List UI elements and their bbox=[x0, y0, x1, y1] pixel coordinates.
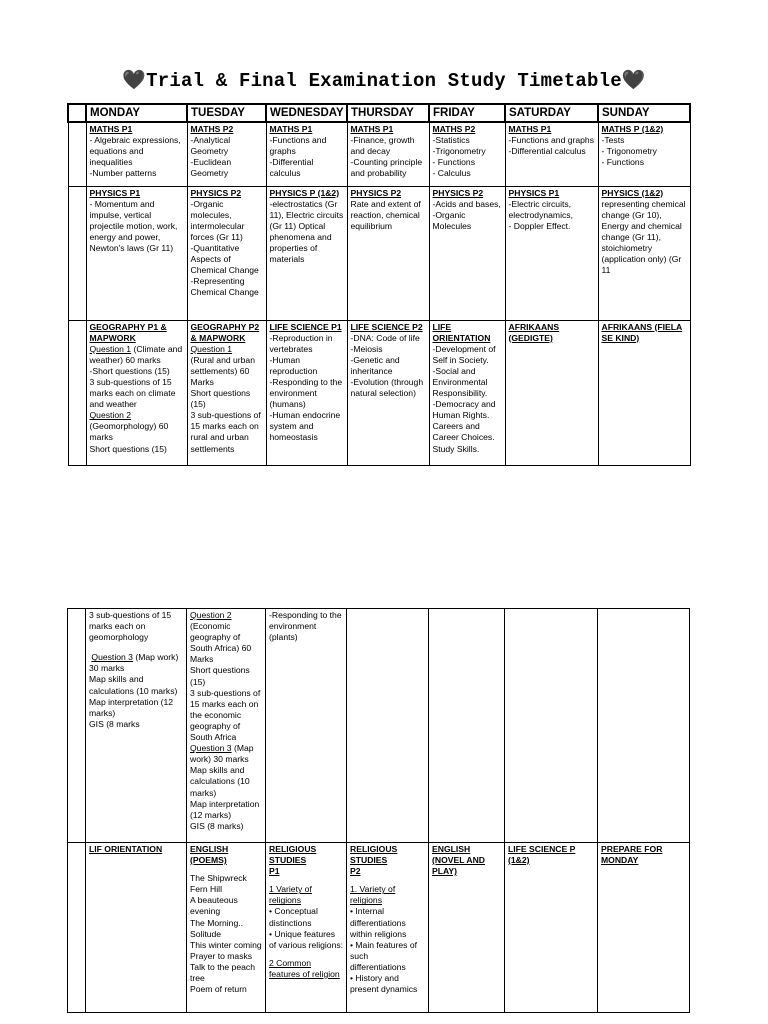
topic-line: (Climate and weather) 60 marks bbox=[89, 343, 183, 365]
row-label-cell bbox=[68, 186, 86, 320]
subject-heading: GEOGRAPHY P2 & MAPWORK bbox=[190, 321, 260, 343]
topic-line: - Algebraic expressions, equations and inequalities bbox=[89, 135, 181, 168]
cell-friday bbox=[429, 122, 505, 186]
cell-monday bbox=[86, 122, 187, 186]
subject-heading: MATHS P2 bbox=[190, 124, 234, 134]
poem-title: Talk to the peach tree bbox=[190, 961, 255, 984]
cell-monday bbox=[86, 609, 187, 843]
topic-line: -Organic Molecules bbox=[432, 209, 472, 231]
topic-line: - Doppler Effect. bbox=[508, 220, 571, 231]
subject-heading: MATHS P1 bbox=[269, 124, 313, 134]
subject-heading: MATHS P1 bbox=[350, 124, 394, 134]
day-header: FRIDAY bbox=[429, 104, 505, 122]
topic-line: Short questions (15) bbox=[190, 388, 251, 410]
topic-line: - Functions bbox=[601, 157, 645, 168]
topic-line: -Electric circuits, electrodynamics, bbox=[508, 198, 573, 220]
subject-heading: MATHS P1 bbox=[508, 124, 552, 134]
day-header: THURSDAY bbox=[347, 104, 429, 122]
topic-line: representing chemical change (Gr 10), Energy and chemical change (Gr 11), stoichiometry (application only) (Gr 11 bbox=[601, 198, 686, 276]
topic-line: Short questions (15) bbox=[190, 665, 250, 687]
day-header: SATURDAY bbox=[505, 104, 598, 122]
subject-heading: ENGLISH (POEMS) bbox=[190, 844, 229, 866]
bullet-item: • Unique features of various religions: bbox=[269, 928, 344, 950]
day-header: WEDNESDAY bbox=[266, 104, 347, 122]
cell-friday bbox=[429, 843, 505, 1013]
cell-wednesday bbox=[266, 122, 347, 186]
page-title bbox=[0, 68, 768, 92]
topic-line: 3 sub-questions of 15 marks each on geomorphology bbox=[89, 610, 172, 643]
topic-line: -Tests bbox=[601, 135, 625, 146]
topic-line: Map skills and calculations (10 marks) bbox=[89, 674, 178, 696]
subject-heading: RELIGIOUS STUDIES bbox=[350, 844, 398, 866]
topic-line: -Differential calculus bbox=[508, 146, 586, 157]
topic-line: -Finance, growth and decay bbox=[350, 135, 415, 157]
topic-line: -Quantitative Aspects of Chemical Change bbox=[190, 242, 259, 276]
section-heading: 2 Common features of religion bbox=[269, 957, 340, 979]
bullet-item: • Main features of such differentiations bbox=[350, 939, 418, 972]
poem-title: The Morning.. bbox=[190, 917, 244, 928]
cell-tuesday bbox=[187, 122, 266, 186]
poem-title: Prayer to masks bbox=[190, 950, 253, 961]
cell-wednesday bbox=[266, 186, 347, 320]
topic-line: GIS (8 marks) bbox=[190, 820, 244, 831]
cell-saturday bbox=[505, 186, 598, 320]
cell-sunday bbox=[598, 609, 690, 843]
subject-heading: PHYSICS P (1&2) bbox=[269, 187, 340, 198]
row-label-cell bbox=[68, 320, 86, 465]
question-label: Question 2 bbox=[190, 610, 232, 620]
day-header: SUNDAY bbox=[598, 104, 690, 122]
cell-thursday bbox=[347, 320, 429, 465]
topic-line: - Trigonometry bbox=[601, 146, 657, 157]
topic-line: 3 sub-questions of 15 marks each on rural and urban settlements bbox=[190, 410, 261, 454]
timetable-part-1 bbox=[67, 103, 691, 466]
topic-line: GIS (8 marks bbox=[89, 718, 140, 729]
table-row-geography-continued bbox=[68, 609, 690, 843]
cell-thursday bbox=[347, 609, 429, 843]
subject-heading: LIFE SCIENCE P1 bbox=[269, 321, 342, 332]
topic-line: - Calculus bbox=[432, 168, 471, 179]
topic-line: (Economic geography of South Africa) 60 Marks bbox=[190, 621, 252, 665]
topic-line: -Development of Self in Society. bbox=[432, 343, 496, 365]
title-text: Trial & Final Examination Study Timetable bbox=[146, 70, 622, 92]
row-label-cell bbox=[68, 843, 86, 1013]
topic-line: Careers and Career Choices. bbox=[432, 421, 495, 443]
topic-line: -Responding to the environment (plants) bbox=[269, 610, 342, 643]
topic-line: -Responding to the environment (humans) bbox=[269, 376, 343, 410]
black-heart-icon: 🖤 bbox=[621, 69, 646, 91]
row-label-cell bbox=[68, 122, 86, 186]
subject-heading: PHYSICS P1 bbox=[89, 187, 141, 198]
topic-line: -Democracy and Human Rights. bbox=[432, 399, 496, 421]
day-header: MONDAY bbox=[86, 104, 187, 122]
cell-thursday bbox=[347, 843, 429, 1013]
table-row-languages-religion bbox=[68, 843, 690, 1013]
subject-heading: PHYSICS P2 bbox=[432, 187, 484, 198]
cell-wednesday bbox=[266, 609, 347, 843]
cell-wednesday bbox=[266, 843, 347, 1013]
paper-label: P1 bbox=[269, 866, 280, 877]
cell-monday bbox=[86, 320, 187, 465]
row-label-cell bbox=[68, 609, 86, 843]
cell-tuesday bbox=[187, 186, 266, 320]
topic-line: Study Skills. bbox=[432, 443, 480, 454]
subject-heading: PREPARE FOR MONDAY bbox=[601, 844, 663, 866]
topic-line: 3 sub-questions of 15 marks each on climate and weather bbox=[89, 376, 176, 410]
subject-heading: PHYSICS (1&2) bbox=[601, 187, 664, 198]
topic-line: Map interpretation (12 marks) bbox=[89, 696, 174, 718]
topic-line: -Functions and graphs bbox=[269, 135, 327, 157]
topic-line: -Reproduction in vertebrates bbox=[269, 332, 333, 354]
cell-sunday bbox=[598, 843, 690, 1013]
topic-line: 3 sub-questions of 15 marks each on the economic geography of South Africa bbox=[190, 687, 261, 743]
poem-title: Poem of return bbox=[190, 984, 247, 995]
section-heading: 1. Variety of religions bbox=[350, 884, 396, 906]
poem-title: The Shipwreck bbox=[190, 873, 247, 884]
topic-line: -Analytical Geometry bbox=[190, 135, 231, 157]
topic-line: (Rural and urban settlements) 60 Marks bbox=[190, 354, 255, 387]
topic-line: - Momentum and impulse, vertical projectile motion, work, energy and power, Newton's laws (Gr 11) bbox=[89, 198, 178, 253]
bullet-item: • History and present dynamics bbox=[350, 973, 418, 995]
topic-line: (Map work) 30 marks bbox=[190, 743, 254, 765]
topic-line: -Acids and bases, bbox=[432, 198, 501, 209]
question-label: Question 3 bbox=[190, 743, 232, 754]
cell-saturday bbox=[505, 609, 598, 843]
subject-heading: ENGLISH (NOVEL AND PLAY) bbox=[432, 844, 485, 877]
day-header-row bbox=[68, 104, 690, 122]
subject-heading: MATHS P2 bbox=[432, 124, 476, 134]
subject-heading: AFRIKAANS (FIELA SE KIND) bbox=[601, 321, 683, 343]
paper-label: P2 bbox=[350, 866, 361, 877]
timetable-part-2 bbox=[67, 608, 690, 1013]
question-label: Question 2 bbox=[89, 410, 132, 421]
subject-heading: MATHS P1 bbox=[89, 124, 133, 134]
poem-title: Fern Hill bbox=[190, 884, 222, 895]
table-row-geography-lifescience bbox=[68, 320, 690, 465]
question-label: Question 1 bbox=[89, 343, 132, 354]
poem-title: Solitude bbox=[190, 928, 222, 939]
poem-title: This winter coming bbox=[190, 939, 262, 950]
subject-heading: LIFE SCIENCE P2 bbox=[350, 321, 423, 332]
question-label: Question 1 bbox=[190, 343, 233, 354]
subject-heading: PHYSICS P2 bbox=[350, 187, 402, 198]
cell-saturday bbox=[505, 843, 598, 1013]
cell-thursday bbox=[347, 122, 429, 186]
subject-heading: GEOGRAPHY P1 & MAPWORK bbox=[89, 321, 167, 343]
cell-friday bbox=[429, 186, 505, 320]
cell-tuesday bbox=[187, 843, 266, 1013]
topic-line: Map interpretation (12 marks) bbox=[190, 798, 260, 820]
day-header: TUESDAY bbox=[187, 104, 266, 122]
topic-line: -Statistics bbox=[432, 135, 470, 146]
cell-tuesday bbox=[187, 609, 266, 843]
subject-heading: LIFE ORIENTATION bbox=[432, 321, 491, 343]
topic-line: -Evolution (through natural selection) bbox=[350, 376, 424, 399]
subject-heading: PHYSICS P2 bbox=[190, 187, 242, 198]
topic-line: Short questions (15) bbox=[89, 443, 167, 454]
cell-saturday bbox=[505, 320, 598, 465]
topic-line: -Differential calculus bbox=[269, 157, 314, 179]
topic-line: (Map work) 30 marks bbox=[89, 652, 179, 674]
topic-line: -Meiosis bbox=[350, 343, 383, 354]
subject-heading: LIF ORIENTATION bbox=[89, 844, 163, 854]
cell-tuesday bbox=[187, 320, 266, 465]
topic-line: - Functions bbox=[432, 157, 476, 168]
topic-line: -Trigonometry bbox=[432, 146, 486, 157]
topic-line: -Organic molecules, intermolecular forces (Gr 11) bbox=[190, 198, 245, 242]
black-heart-icon: 🖤 bbox=[122, 69, 147, 91]
cell-friday bbox=[429, 609, 505, 843]
subject-heading: PHYSICS P1 bbox=[508, 187, 560, 198]
topic-line: -Human reproduction bbox=[269, 354, 318, 376]
cell-wednesday bbox=[266, 320, 347, 465]
topic-line: -Number patterns bbox=[89, 168, 157, 179]
cell-sunday bbox=[598, 320, 690, 465]
bullet-item: • Internal differentiations within religions bbox=[350, 906, 407, 939]
cell-thursday bbox=[347, 186, 429, 320]
subject-heading: LIFE SCIENCE P (1&2) bbox=[508, 844, 576, 866]
topic-line: Map skills and calculations (10 marks) bbox=[190, 765, 250, 798]
topic-line: -Genetic and inheritance bbox=[350, 354, 400, 376]
question-label: Question 3 bbox=[91, 652, 133, 663]
topic-line: -Euclidean Geometry bbox=[190, 157, 232, 179]
topic-line: -Functions and graphs bbox=[508, 135, 595, 146]
topic-line: -Representing Chemical Change bbox=[190, 276, 259, 298]
cell-sunday bbox=[598, 122, 690, 186]
topic-line: -Social and Environmental Responsibility. bbox=[432, 365, 488, 399]
subject-heading: MATHS P (1&2) bbox=[601, 124, 664, 134]
topic-line: Rate and extent of reaction, chemical equilibrium bbox=[350, 198, 421, 231]
cell-saturday bbox=[505, 122, 598, 186]
blank-header-cell bbox=[68, 104, 86, 122]
table-row-physics bbox=[68, 186, 690, 320]
cell-friday bbox=[429, 320, 505, 465]
topic-line: (Geomorphology) 60 marks bbox=[89, 421, 169, 443]
cell-monday bbox=[86, 186, 187, 320]
cell-sunday bbox=[598, 186, 690, 320]
cell-monday bbox=[86, 843, 187, 1013]
topic-line: -electrostatics (Gr 11), Electric circuits (Gr 11) Optical phenomena and properties of materials bbox=[269, 198, 344, 265]
topic-line: -Counting principle and probability bbox=[350, 157, 423, 179]
topic-line: -Human endocrine system and homeostasis bbox=[269, 410, 341, 443]
section-heading: 1 Variety of religions bbox=[269, 884, 312, 906]
topic-line: -Short questions (15) bbox=[89, 365, 170, 376]
bullet-item: • Conceptual distinctions bbox=[269, 906, 318, 928]
table-row-maths bbox=[68, 122, 690, 186]
poem-title: A beauteous evening bbox=[190, 895, 238, 917]
subject-heading: RELIGIOUS STUDIES bbox=[269, 844, 317, 866]
subject-heading: AFRIKAANS (GEDIGTE) bbox=[508, 321, 560, 343]
topic-line: -DNA: Code of life bbox=[350, 332, 420, 343]
